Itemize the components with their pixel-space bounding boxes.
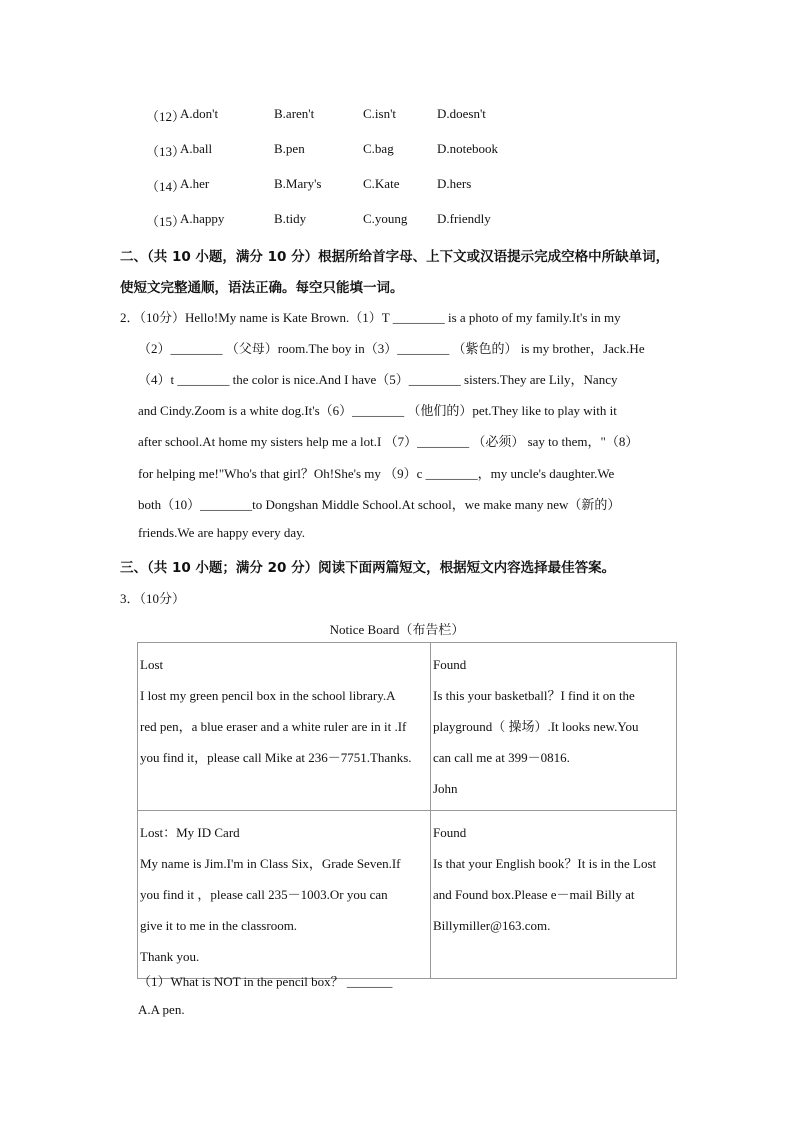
lost-notice-2 [138,811,431,979]
notice-title: Lost [140,657,164,672]
option-b: B.aren't [274,106,315,121]
section2-heading-line2: 使短文完整通顺，语法正确。每空只能填一词。 [120,280,404,296]
passage-line-8: friends.We are happy every day. [138,525,306,540]
passage-line-3: （4）t ________ the color is nice.And I have（5）________ sisters.They are Lily，Nancy [138,372,618,387]
option-number: （13） [146,144,186,159]
option-a: A.happy [180,211,225,226]
notice-line: and Found box.Please e－mail Billy at [433,887,635,902]
option-c: C.Kate [363,176,400,191]
notice-board-table [137,642,677,979]
option-a: A.ball [180,141,213,156]
passage-line-7: both（10）________to Dongshan Middle School.At school，we make many new（新的） [138,497,621,512]
notice-line: I lost my green pencil box in the school library.A [140,688,396,703]
found-notice-2 [431,811,677,979]
section2-heading-line1: 二、（共 10 小题，满分 10 分）根据所给首字母、上下文或汉语提示完成空格中所缺单词， [120,249,670,265]
notice-board-title: Notice Board（布告栏） [329,622,465,637]
option-row-15 [146,211,566,231]
option-c: C.young [363,211,408,226]
option-c: C.bag [363,141,394,156]
passage-line-1: 2．（10分）Hello!My name is Kate Brown.（1）T ________ is a photo of my family.It's in my [120,310,621,325]
notice-line: you find it ，please call 235－1003.Or you can [140,887,388,902]
option-number: （14） [146,179,186,194]
notice-title: Found [433,657,467,672]
option-b: B.pen [274,141,305,156]
notice-line: give it to me in the classroom. [140,918,298,933]
option-c: C.isn't [363,106,397,121]
section3-heading: 三、（共 10 小题；满分 20 分）阅读下面两篇短文，根据短文内容选择最佳答案。 [120,560,616,576]
notice-line: Is that your English book？It is in the Lost [433,856,657,871]
notice-title: Lost：My ID Card [140,825,240,840]
notice-line: playground（ 操场）.It looks new.You [433,719,639,734]
notice-line: My name is Jim.I'm in Class Six，Grade Seven.If [140,856,401,871]
option-a: A.don't [180,106,219,121]
notice-line: Billymiller@163.com. [433,918,551,933]
option-d: D.hers [437,176,472,191]
lost-notice-1 [138,643,431,811]
option-a: A.her [180,176,210,191]
option-number: （15） [146,214,186,229]
option-number: （12） [146,109,186,124]
question3-label: 3．（10分） [120,591,186,606]
notice-signature: John [433,781,458,796]
question-1: （1）What is NOT in the pencil box？ _______ [138,974,393,989]
notice-line: red pen，a blue eraser and a white ruler are in it .If [140,719,407,734]
passage-line-6: for helping me!"Who's that girl？Oh!She's my （9）c ________，my uncle's daughter.We [138,466,615,481]
option-row-12 [146,106,566,126]
option-d: D.notebook [437,141,499,156]
option-d: D.friendly [437,211,491,226]
option-row-13 [146,141,566,161]
option-row-14 [146,176,566,196]
passage-line-2: （2）________ （父母）room.The boy in（3）________ （紫色的） is my brother，Jack.He [138,341,645,356]
notice-line: you find it，please call Mike at 236－7751.Thanks. [140,750,412,765]
table-row [138,643,677,811]
passage-line-4: and Cindy.Zoom is a white dog.It's（6）________ （他们的）pet.They like to play with it [138,403,617,418]
passage-line-5: after school.At home my sisters help me a lot.I （7）________ （必须） say to them，"（8） [138,434,639,449]
notice-title: Found [433,825,467,840]
notice-line: Thank you. [140,949,200,964]
option-b: B.Mary's [274,176,322,191]
notice-line: can call me at 399－0816. [433,750,570,765]
found-notice-1 [431,643,677,811]
option-d: D.doesn't [437,106,486,121]
answer-option-a: A.A pen. [138,1002,185,1017]
table-row [138,811,677,979]
notice-line: Is this your basketball？I find it on the [433,688,635,703]
option-b: B.tidy [274,211,307,226]
